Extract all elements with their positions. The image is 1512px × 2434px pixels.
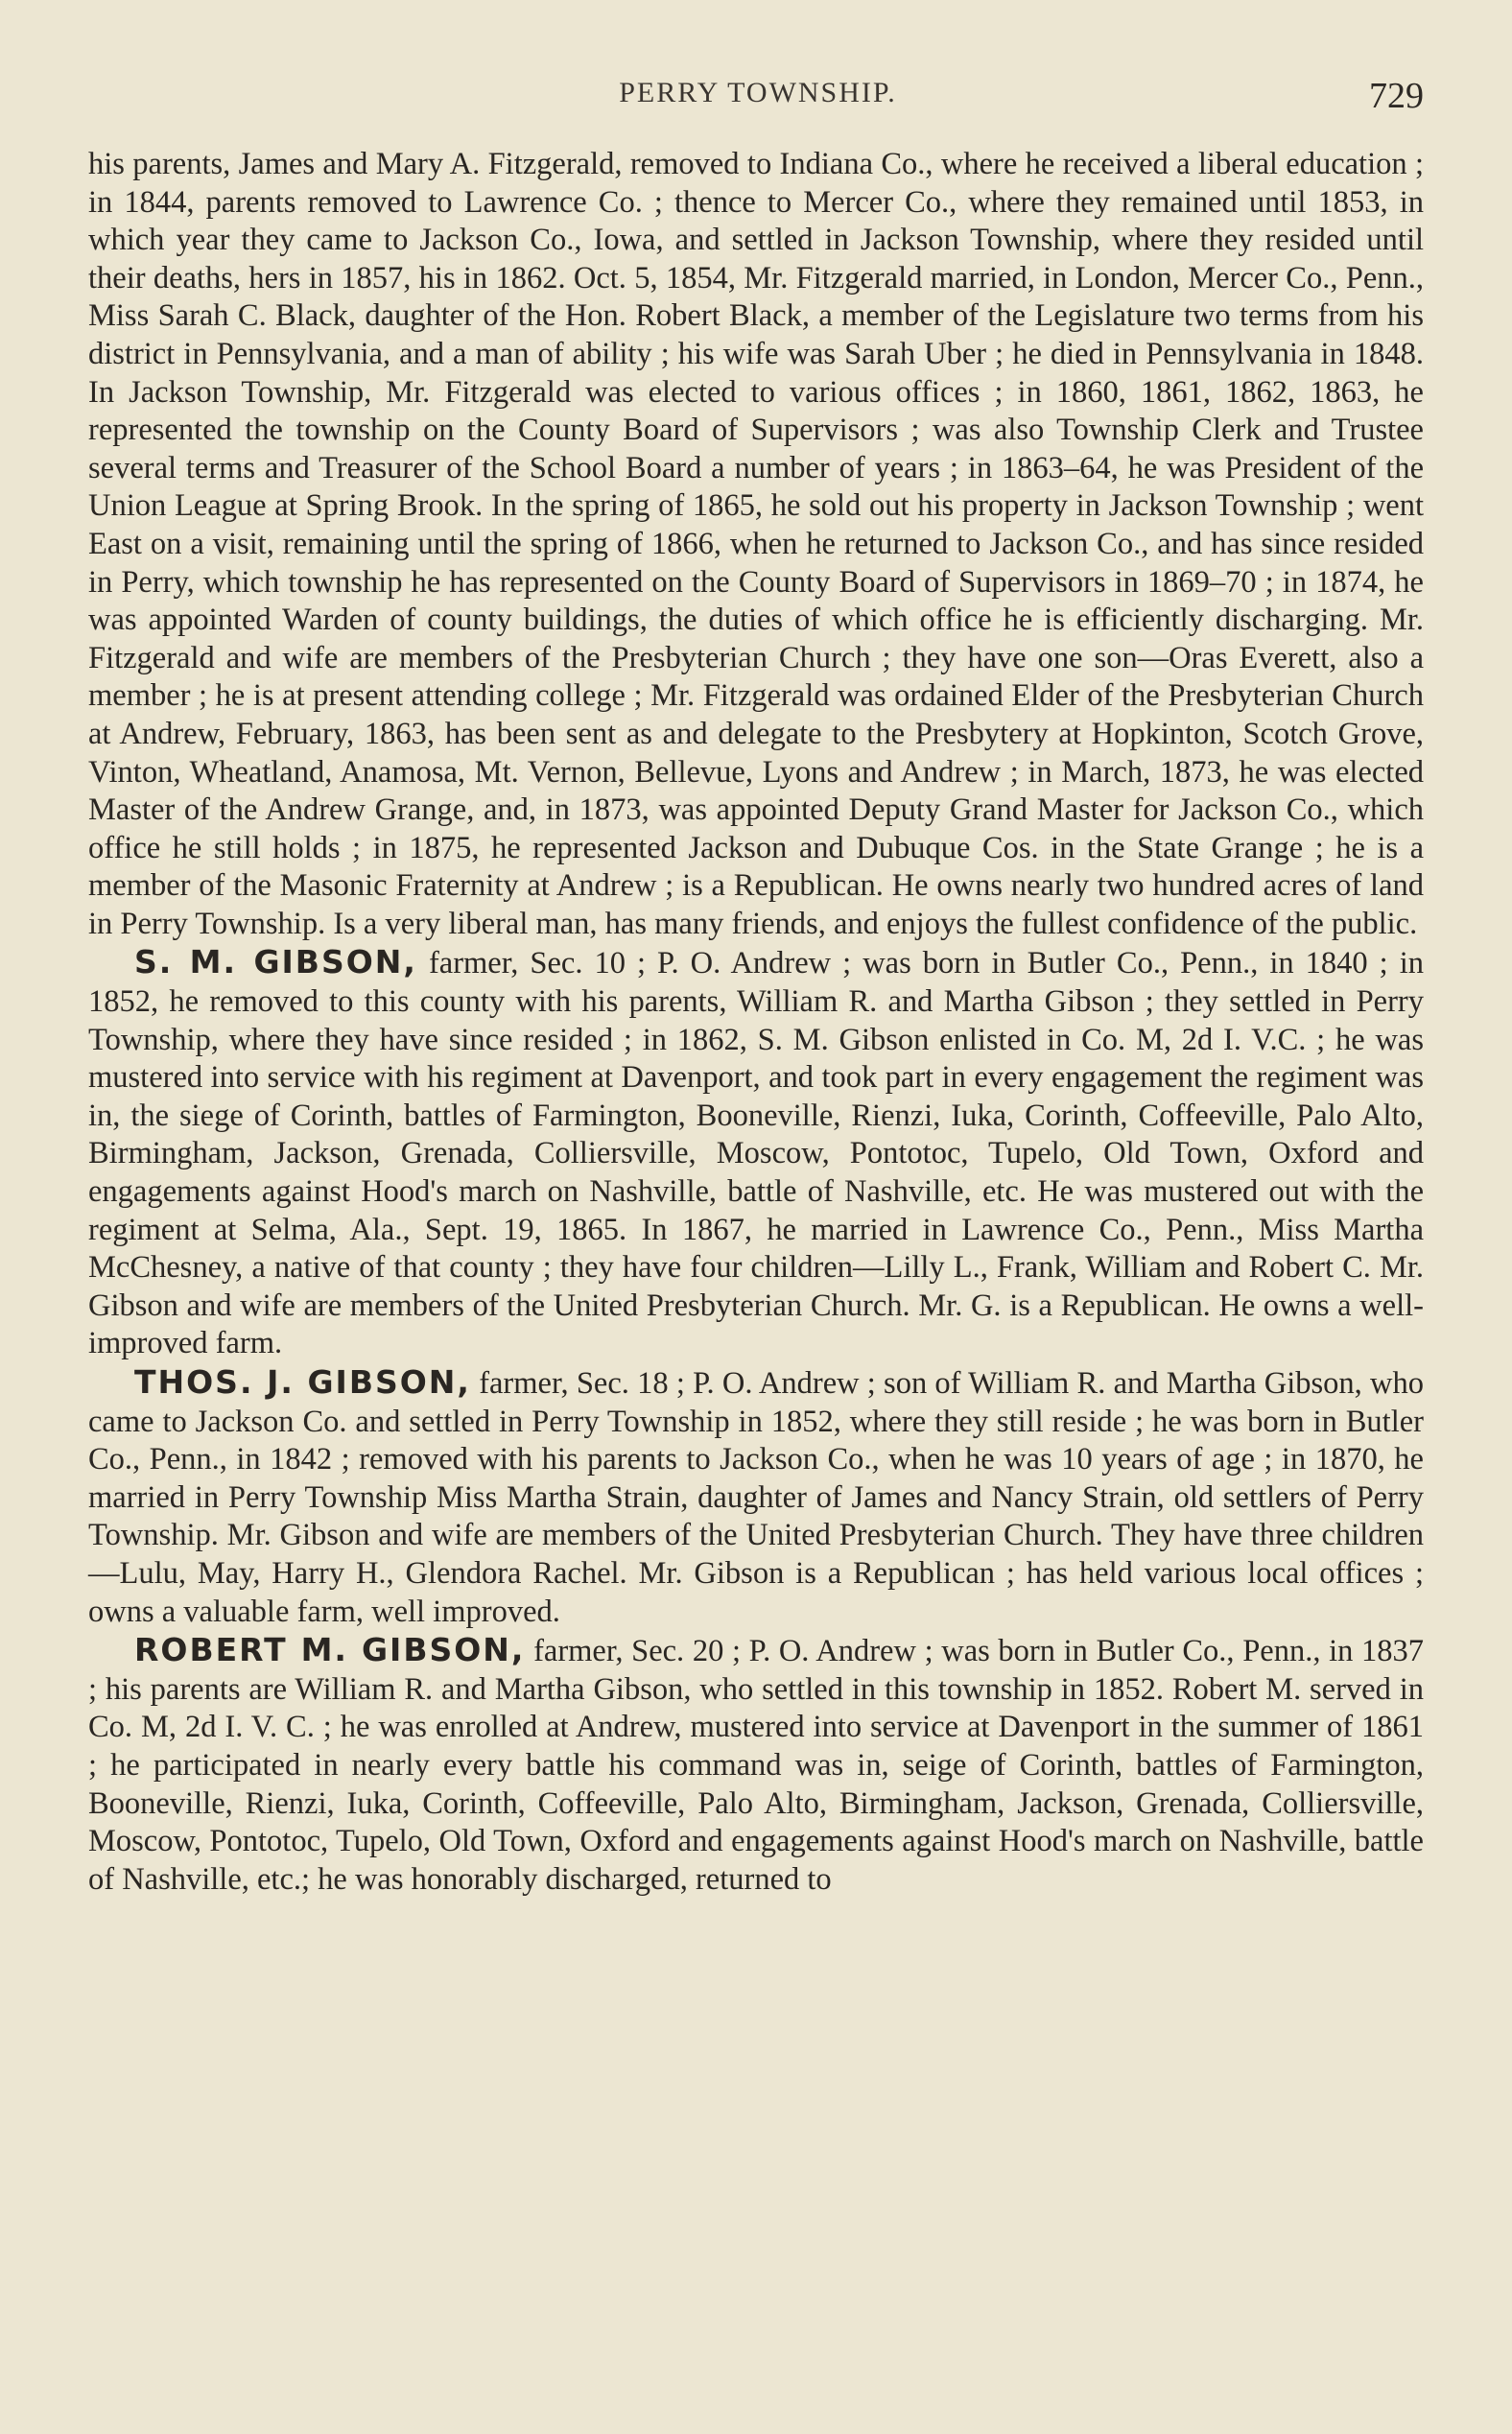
entry-text: farmer, Sec. 20 ; P. O. Andrew ; was born in Butler Co., Penn., in 1837 ; his parents are William R. and Martha Gibson, who settled in this township in 1852. Robert M. served in Co. M, 2d I. V. C. ; he was enrolled at Andrew, mustered into service at Davenport in the summer of 1861 ; he participated in nearly every battle his command was in, seige of Corinth, battles of Farmington, Booneville, Rienzi, Iuka, Corinth, Coffeeville, Palo Alto, Birmingham, Jackson, Grenada, Colliersville, Moscow, Pontotoc, Tupelo, Old Town, Oxford and engagements against Hood's march on Nashville, battle of Nashville, etc.; he was honorably discharged, returned to <box>88 1634 1424 1897</box>
entry-name: ROBERT M. GIBSON, <box>134 1631 526 1669</box>
page-header <box>92 77 1424 125</box>
page-number: 729 <box>1369 76 1424 116</box>
entry-thos-j-gibson <box>88 1363 1424 1631</box>
paragraph-fitzgerald-continued: his parents, James and Mary A. Fitzgerald, removed to Indiana Co., where he received a liberal education ; in 1844, parents removed to Lawrence Co. ; thence to Mercer Co., where they remained until 1853, in which year they came to Jackson Co., Iowa, and settled in Jackson Township, where they resided until their deaths, hers in 1857, his in 1862. Oct. 5, 1854, Mr. Fitzgerald married, in London, Mercer Co., Penn., Miss Sarah C. Black, daughter of the Hon. Robert Black, a member of the Legislature two terms from his district in Pennsylvania, and a man of ability ; his wife was Sarah Uber ; he died in Pennsylvania in 1848. In Jackson Township, Mr. Fitzgerald was elected to various offices ; in 1860, 1861, 1862, 1863, he represented the township on the County Board of Supervisors ; was also Township Clerk and Trustee several terms and Treasurer of the School Board a number of years ; in 1863–64, he was President of the Union League at Spring Brook. In the spring of 1865, he sold out his property in Jackson Township ; went East on a visit, remaining until the spring of 1866, when he returned to Jackson Co., and has since resided in Perry, which township he has represented on the County Board of Supervisors in 1869–70 ; in 1874, he was appointed Warden of county buildings, the duties of which office he is efficiently discharging. Mr. Fitzgerald and wife are members of the Presbyterian Church ; they have one son—Oras Everett, also a member ; he is at present attending college ; Mr. Fitzgerald was ordained Elder of the Presbyterian Church at Andrew, February, 1863, has been sent as and delegate to the Presbytery at Hopkinton, Scotch Grove, Vinton, Wheatland, Anamosa, Mt. Vernon, Bellevue, Lyons and Andrew ; in March, 1873, he was elected Master of the Andrew Grange, and, in 1873, was appointed Deputy Grand Master for Jackson Co., which office he still holds ; in 1875, he represented Jackson and Dubuque Cos. in the State Grange ; he is a member of the Masonic Fraternity at Andrew ; is a Republican. He owns nearly two hundred acres of land in Perry Township. Is a very liberal man, has many friends, and enjoys the fullest confidence of the public. <box>88 147 1424 941</box>
entry-s-m-gibson <box>88 943 1424 1363</box>
running-head: PERRY TOWNSHIP. <box>619 77 897 108</box>
entry-name: S. M. GIBSON, <box>134 943 417 981</box>
entry-robert-m-gibson <box>88 1631 1424 1899</box>
entry-text: farmer, Sec. 10 ; P. O. Andrew ; was born in Butler Co., Penn., in 1840 ; in 1852, he removed to this county with his parents, William R. and Martha Gibson ; they settled in Perry Township, where they have since resided ; in 1862, S. M. Gibson enlisted in Co. M, 2d I. V.C. ; he was mustered into service with his regiment at Davenport, and took part in every engagement the regiment was in, the siege of Corinth, battles of Farmington, Booneville, Rienzi, Iuka, Corinth, Coffeeville, Palo Alto, Birmingham, Jackson, Grenada, Colliersville, Moscow, Pontotoc, Tupelo, Old Town, Oxford and engagements against Hood's march on Nashville, battle of Nashville, etc. He was mustered out with the regiment at Selma, Ala., Sept. 19, 1865. In 1867, he married in Lawrence Co., Penn., Miss Martha McChesney, a native of that county ; they have four children—Lilly L., Frank, William and Robert C. Mr. Gibson and wife are members of the United Presbyterian Church. Mr. G. is a Republican. He owns a well-improved farm. <box>88 946 1424 1361</box>
entry-name: THOS. J. GIBSON, <box>134 1363 471 1401</box>
page-body <box>88 146 1424 1899</box>
entry-text: farmer, Sec. 18 ; P. O. Andrew ; son of William R. and Martha Gibson, who came to Jackson Co. and settled in Perry Township in 1852, where they still reside ; he was born in Butler Co., Penn., in 1842 ; removed with his parents to Jackson Co., when he was 10 years of age ; in 1870, he married in Perry Township Miss Martha Strain, daughter of James and Nancy Strain, old settlers of Perry Township. Mr. Gibson and wife are members of the United Presbyterian Church. They have three children—Lulu, May, Harry H., Glendora Rachel. Mr. Gibson is a Republican ; has held various local offices ; owns a valuable farm, well improved. <box>88 1366 1424 1629</box>
